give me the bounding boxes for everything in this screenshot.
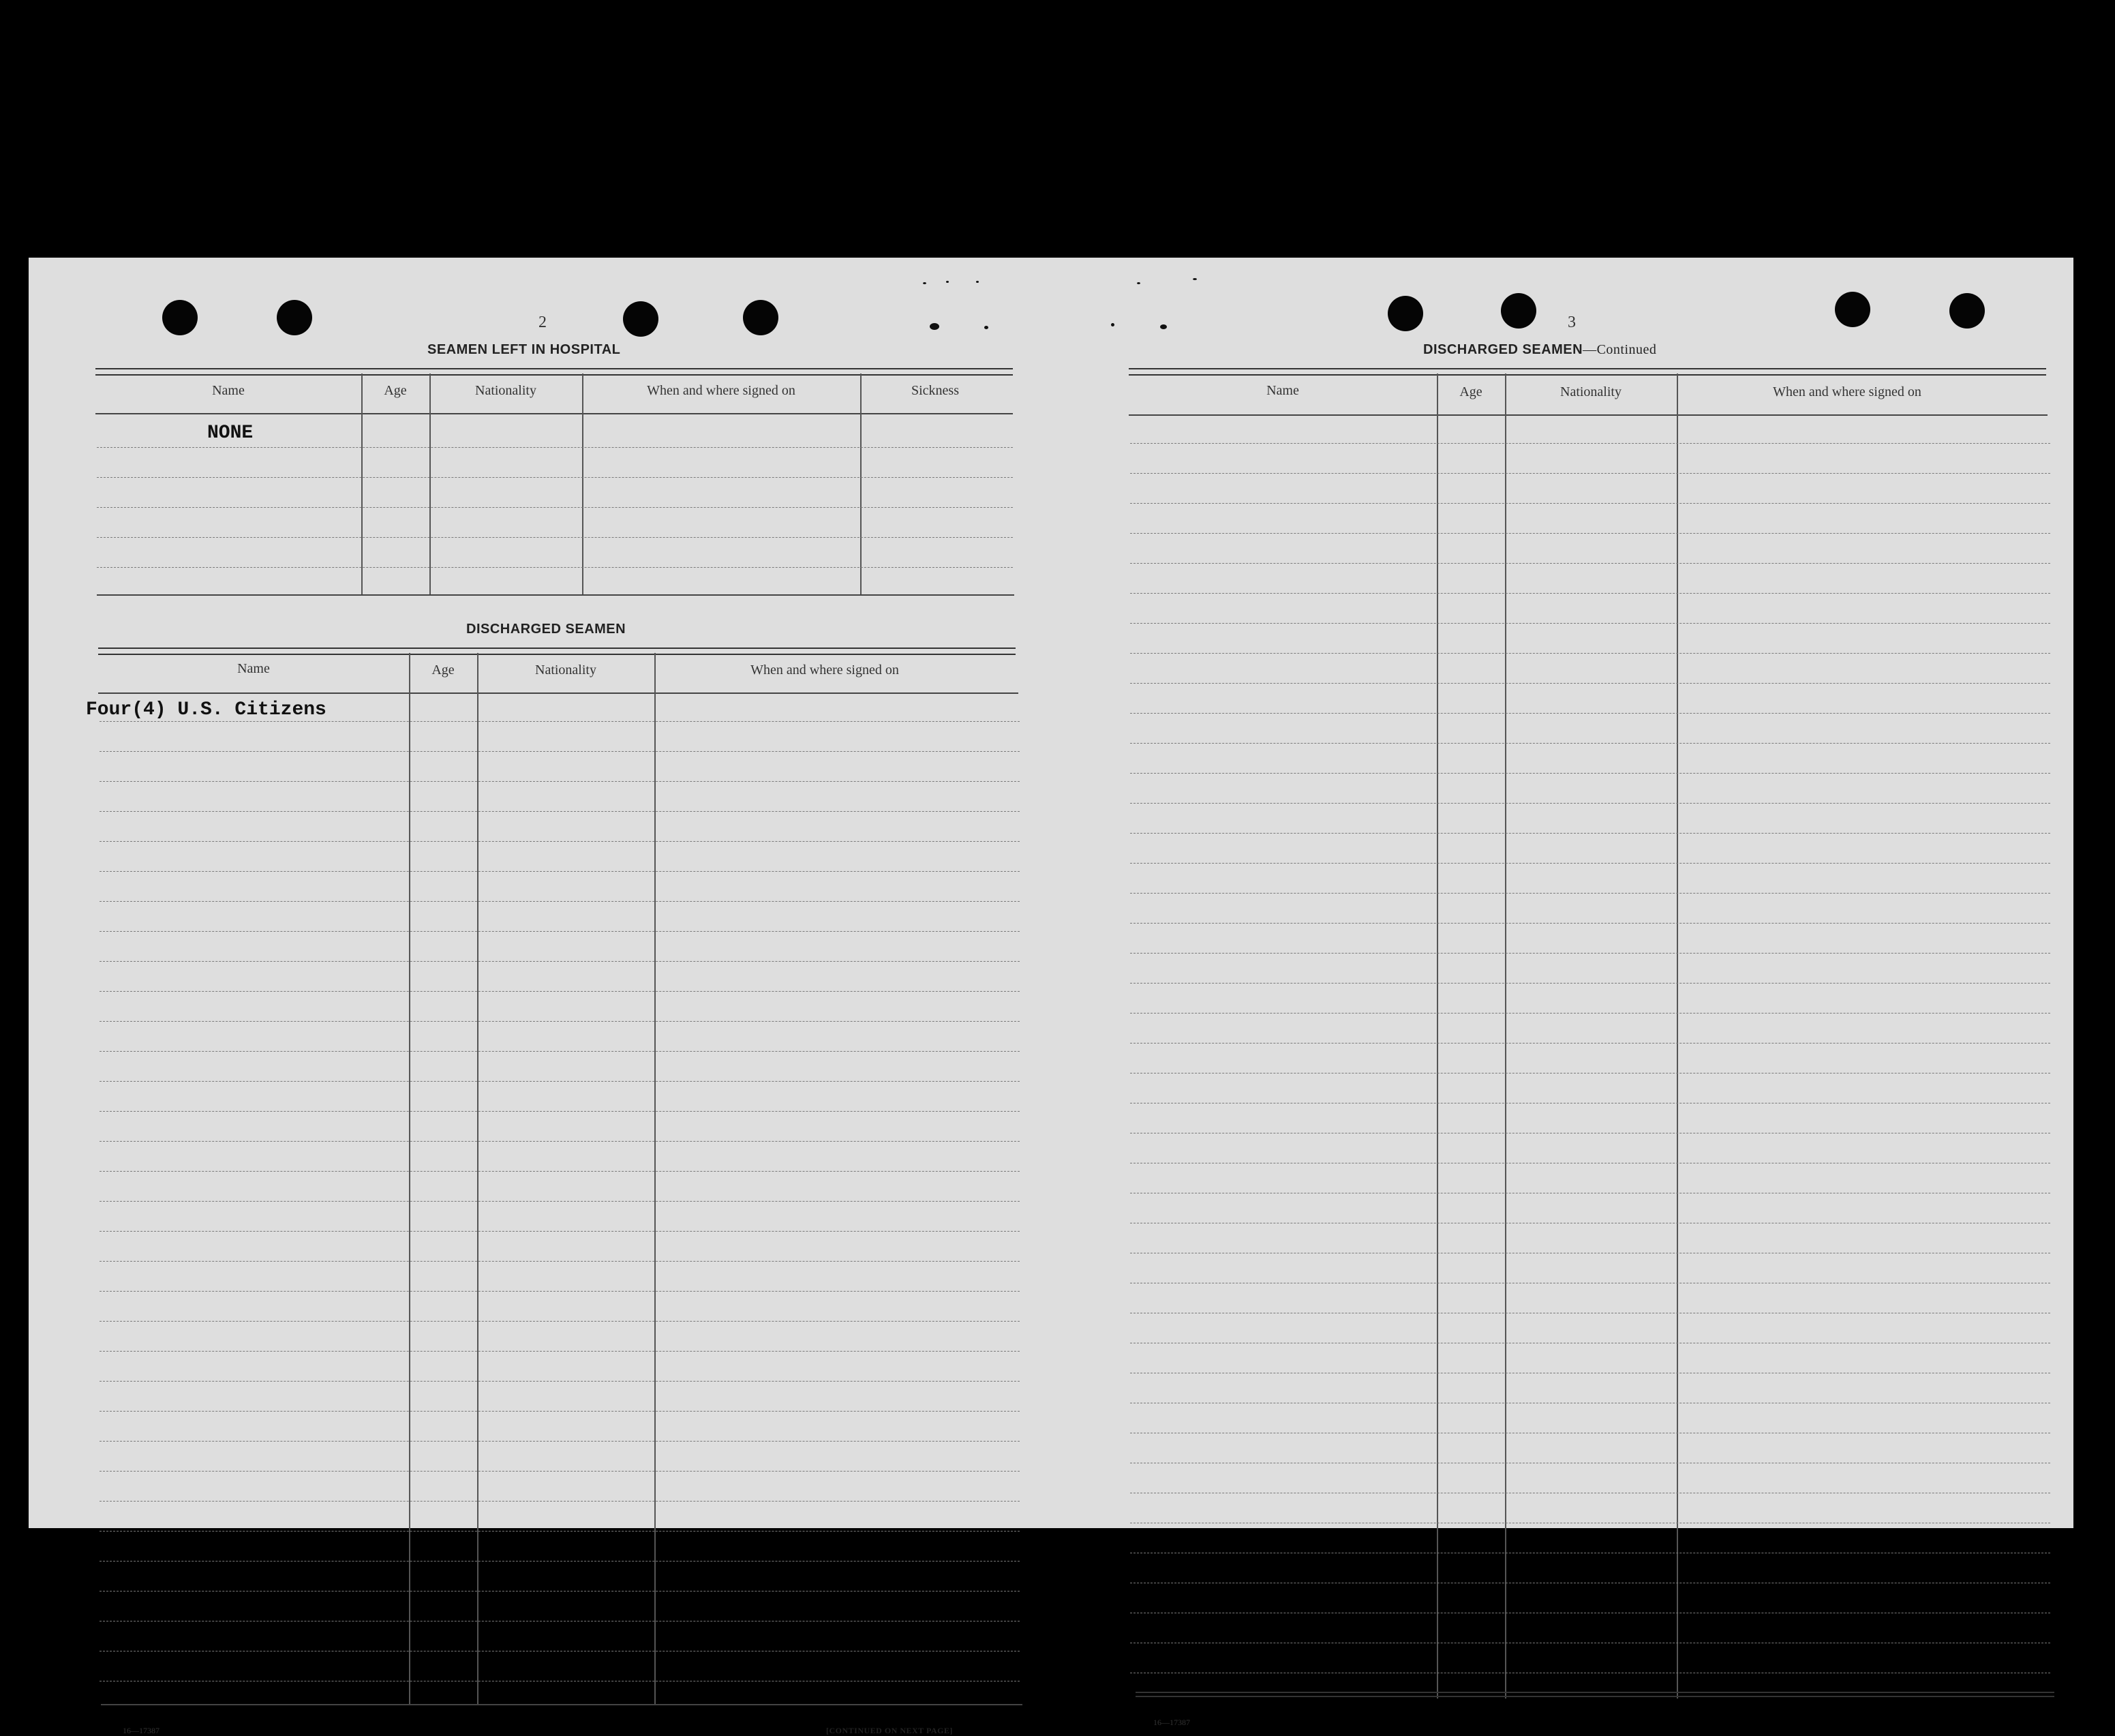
punch-hole — [277, 300, 312, 335]
row-line — [100, 1201, 1020, 1202]
hospital-col-age: Age — [384, 383, 407, 398]
page-number-left: 2 — [538, 314, 547, 331]
form-code-left: 16—17387 — [123, 1726, 159, 1735]
row-line — [1130, 923, 2050, 924]
row-line — [100, 1381, 1020, 1382]
hospital-bottom-rule — [97, 594, 1014, 596]
hospital-vline — [582, 374, 583, 596]
row-line — [1130, 593, 2050, 594]
scan-speck — [923, 282, 926, 284]
row-line — [1130, 683, 2050, 684]
row-line — [100, 1111, 1020, 1112]
row-line — [100, 931, 1020, 932]
row-line — [100, 901, 1020, 902]
title-main: DISCHARGED SEAMEN — [1423, 342, 1583, 357]
punch-hole — [1949, 293, 1985, 329]
row-line — [1130, 863, 2050, 864]
discharged-col-name: Name — [237, 661, 270, 676]
punch-hole — [162, 300, 198, 335]
row-line — [1130, 773, 2050, 774]
row-line — [1130, 653, 2050, 654]
row-line — [100, 961, 1020, 962]
row-line — [1130, 983, 2050, 984]
punch-hole — [623, 301, 658, 337]
row-line — [1130, 1043, 2050, 1044]
discharged-col-nationality: Nationality — [535, 663, 596, 677]
row-line — [1130, 563, 2050, 564]
row-line — [100, 1321, 1020, 1322]
hospital-entry-none: NONE — [207, 423, 254, 444]
discharged-col-when-where: When and where signed on — [750, 663, 899, 677]
row-line — [100, 751, 1020, 752]
row-line — [100, 1591, 1020, 1592]
title-suffix: —Continued — [1583, 342, 1657, 357]
row-line — [1130, 443, 2050, 444]
row-line — [100, 1411, 1020, 1412]
discharged-continued-title — [1423, 342, 1656, 358]
hospital-header-rule — [95, 413, 1013, 414]
hospital-vline — [361, 374, 363, 596]
hospital-section-title: SEAMEN LEFT IN HOSPITAL — [427, 342, 621, 357]
hospital-row-line — [97, 477, 1013, 478]
discharged-col-age: Age — [431, 663, 455, 677]
discharged-bottom-rule — [101, 1704, 1022, 1705]
row-line — [100, 1501, 1020, 1502]
row-line — [100, 1081, 1020, 1082]
row-line — [1130, 893, 2050, 894]
hospital-top-rule — [95, 368, 1013, 376]
right-vline — [1437, 374, 1438, 1699]
hospital-row-line — [97, 507, 1013, 508]
punch-hole — [1835, 292, 1870, 327]
right-col-name: Name — [1266, 383, 1299, 398]
discharged-header-rule — [98, 692, 1018, 694]
punch-hole — [1388, 296, 1423, 331]
row-line — [1130, 743, 2050, 744]
hospital-vline — [860, 374, 862, 596]
row-line — [100, 1471, 1020, 1472]
scan-speck — [1111, 323, 1114, 326]
scan-speck — [984, 326, 988, 329]
row-line — [100, 1531, 1020, 1532]
right-top-rule — [1129, 368, 2046, 376]
row-line — [100, 1261, 1020, 1262]
row-line — [100, 811, 1020, 812]
row-line — [100, 1561, 1020, 1562]
page-number-right: 3 — [1568, 314, 1576, 331]
right-header-rule — [1129, 414, 2048, 416]
scan-speck — [976, 281, 979, 283]
row-line — [1130, 473, 2050, 474]
punch-hole — [743, 300, 778, 335]
row-line — [100, 1021, 1020, 1022]
hospital-row-line — [97, 537, 1013, 538]
hospital-col-when-where: When and where signed on — [647, 383, 795, 398]
scan-speck — [946, 281, 949, 283]
continued-note: [CONTINUED ON NEXT PAGE] — [826, 1726, 953, 1735]
right-bottom-rule — [1136, 1692, 2054, 1697]
row-line — [1130, 713, 2050, 714]
right-vline — [1677, 374, 1678, 1699]
row-line — [1130, 833, 2050, 834]
discharged-top-rule — [98, 648, 1016, 655]
right-vline — [1505, 374, 1506, 1699]
row-line — [1130, 503, 2050, 504]
row-line — [1130, 533, 2050, 534]
row-line — [100, 1171, 1020, 1172]
scan-speck — [1193, 278, 1197, 280]
row-line — [100, 781, 1020, 782]
right-col-when-where: When and where signed on — [1773, 384, 1921, 399]
hospital-vline — [429, 374, 431, 596]
hospital-row-line — [97, 567, 1013, 568]
discharged-section-title: DISCHARGED SEAMEN — [466, 622, 626, 637]
hospital-col-nationality: Nationality — [475, 383, 536, 398]
hospital-col-name: Name — [212, 383, 245, 398]
row-line — [100, 841, 1020, 842]
row-line — [100, 1051, 1020, 1052]
form-code-right: 16—17387 — [1153, 1718, 1190, 1727]
row-line — [1130, 953, 2050, 954]
discharged-entry: Four(4) U.S. Citizens — [86, 699, 326, 720]
row-line — [1130, 1013, 2050, 1014]
hospital-col-sickness: Sickness — [911, 383, 959, 398]
row-line — [100, 871, 1020, 872]
row-line — [100, 1441, 1020, 1442]
row-line — [100, 1231, 1020, 1232]
row-line — [1130, 803, 2050, 804]
row-line — [1130, 623, 2050, 624]
row-line — [100, 1141, 1020, 1142]
scan-speck — [1137, 282, 1140, 284]
row-line — [100, 1291, 1020, 1292]
document-sheet — [29, 258, 2073, 1735]
right-col-nationality: Nationality — [1560, 384, 1622, 399]
hospital-row-line — [97, 447, 1013, 448]
punch-hole — [1501, 293, 1536, 329]
scan-speck — [1160, 324, 1167, 329]
row-line — [100, 991, 1020, 992]
row-line — [100, 1351, 1020, 1352]
scan-speck — [930, 323, 939, 330]
right-col-age: Age — [1459, 384, 1482, 399]
row-line — [100, 721, 1020, 722]
